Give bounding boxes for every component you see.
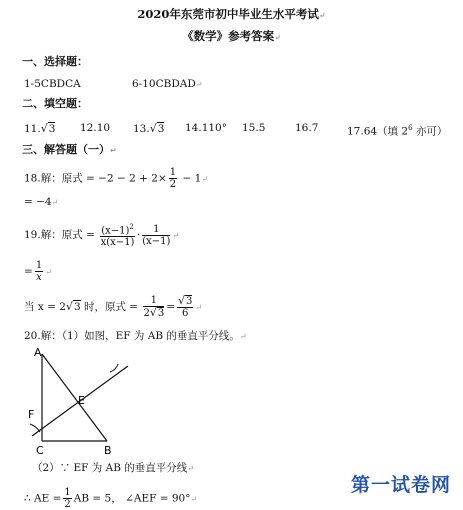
fill-answer-14: 14.110° <box>185 122 227 134</box>
fill-answer-16: 16.7 <box>295 122 319 134</box>
fill-answer-12: 12.10 <box>80 122 111 134</box>
section-1-heading: 一、选择题： <box>22 55 88 68</box>
q18-result: = −4↵ <box>24 196 59 208</box>
q19-line1: 19.解：原式 = $\frac{(x-1)^2}{x(x-1)}$ · $\frac{1}{(x-1)}$ ↵ <box>24 223 180 249</box>
q20-line3: ∴ AE = $\frac{1}{2}$ AB = 5， ∠AEF = 90°↵ <box>24 487 198 510</box>
page-title: 2020年东莞市初中毕业生水平考试↵ <box>137 7 326 21</box>
fill-answer-13: 13.√3 <box>133 122 165 135</box>
label-E: E <box>78 394 85 407</box>
choice-answers-1-5: 1-5CBDCA <box>24 78 81 90</box>
choice-answers-6-10: 6-10CBDAD↵ <box>132 78 203 90</box>
q20-line1: 20.解：（1）如图，EF 为 AB 的垂直平分线。↵ <box>24 330 247 342</box>
label-A: A <box>34 346 42 359</box>
fill-answer-17: 17.64（填 $2^6$ 亦可） <box>347 124 448 138</box>
q20-line2: （2）∵ EF 为 AB 的垂直平分线↵ <box>32 462 194 474</box>
q19-simplified: = $\frac{1}{x}$ ↵ <box>24 260 52 283</box>
q18-line1: 18.解：原式 = −2 − 2 + 2× $\frac{1}{2}$ − 1↵ <box>24 167 208 190</box>
label-F: F <box>28 408 35 421</box>
page-subtitle: 《数学》参考答案↵ <box>182 29 281 43</box>
site-watermark: 第一试卷网 <box>350 474 451 496</box>
q19-substitution: 当 x = 2√3 时，原式 = $\frac{1}{2√3}$ = $\frac{√3}{6}$ ↵ <box>24 294 203 319</box>
section-2-heading: 二、填空题： <box>22 97 88 110</box>
arc-mark-top <box>110 364 118 372</box>
label-C: C <box>36 444 44 457</box>
fill-answer-11: 11.√3 <box>24 122 56 135</box>
segment-AB <box>42 354 107 441</box>
section-3-heading: 三、解答题（一）↵ <box>22 143 117 156</box>
triangle-figure <box>20 346 140 458</box>
label-B: B <box>104 444 112 457</box>
fill-answer-15: 15.5 <box>242 122 266 134</box>
